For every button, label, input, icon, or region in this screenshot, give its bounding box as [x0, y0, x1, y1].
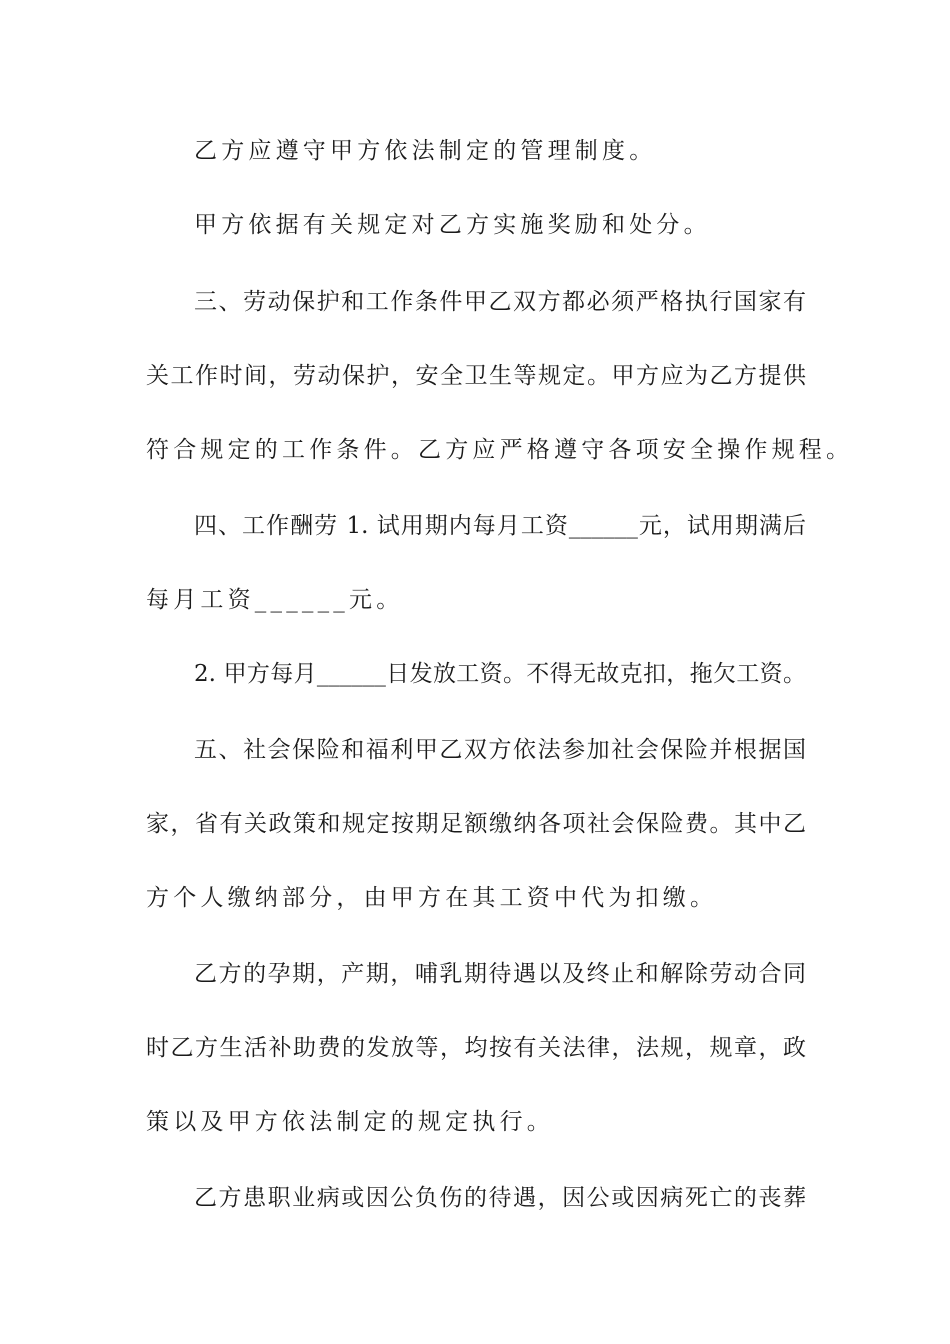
paragraph-line: 四、工作酬劳 1. 试用期内每月工资______元，试用期满后	[194, 513, 806, 539]
paragraph-line: 乙方患职业病或因公负伤的待遇，因公或因病死亡的丧葬	[194, 1185, 806, 1211]
paragraph-line: 三、劳动保护和工作条件甲乙双方都必须严格执行国家有	[194, 289, 806, 315]
paragraph-line: 策以及甲方依法制定的规定执行。	[146, 1109, 554, 1135]
paragraph-line: 2. 甲方每月______日发放工资。不得无故克扣，拖欠工资。	[194, 661, 806, 687]
paragraph-line: 方个人缴纳部分，由甲方在其工资中代为扣缴。	[146, 885, 718, 911]
paragraph-line: 时乙方生活补助费的发放等，均按有关法律，法规，规章，政	[146, 1035, 806, 1061]
paragraph-line: 甲方依据有关规定对乙方实施奖励和处分。	[194, 212, 711, 238]
paragraph-line: 每月工资______元。	[146, 587, 404, 613]
paragraph-line: 关工作时间，劳动保护，安全卫生等规定。甲方应为乙方提供	[146, 363, 806, 389]
paragraph-line: 乙方的孕期，产期，哺乳期待遇以及终止和解除劳动合同	[194, 961, 806, 987]
paragraph-line: 乙方应遵守甲方依法制定的管理制度。	[194, 138, 657, 164]
paragraph-line: 符合规定的工作条件。乙方应严格遵守各项安全操作规程。	[146, 437, 854, 463]
paragraph-line: 五、社会保险和福利甲乙双方依法参加社会保险并根据国	[194, 737, 806, 763]
paragraph-line: 家，省有关政策和规定按期足额缴纳各项社会保险费。其中乙	[146, 811, 806, 837]
